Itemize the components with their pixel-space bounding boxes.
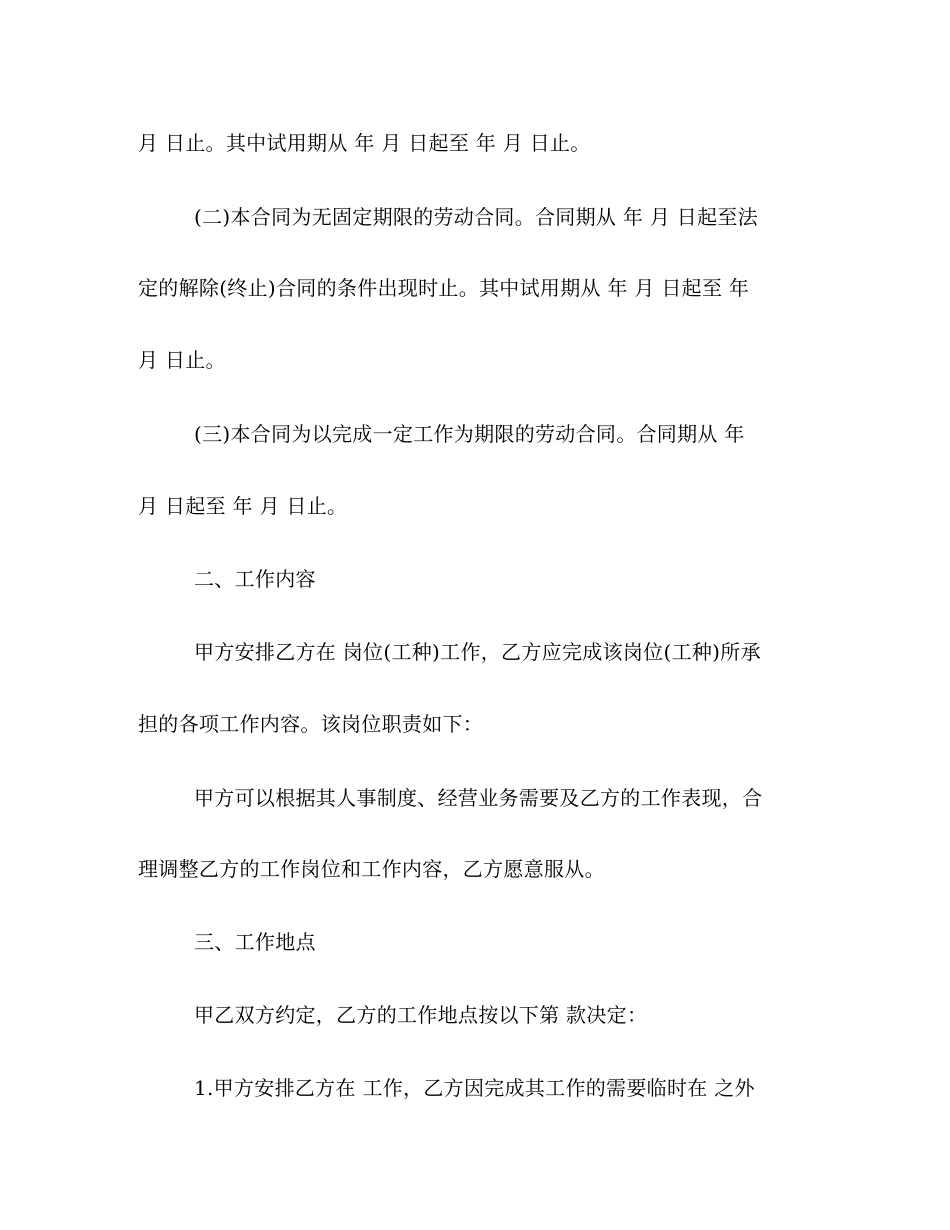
- text-line: 月 日起至 年 月 日止。: [138, 494, 348, 518]
- paragraph-line: 甲方安排乙方在 岗位(工种)工作，乙方应完成该岗位(工种)所承: [194, 640, 761, 664]
- text-line: 月 日止。: [138, 348, 226, 372]
- paragraph-line: 甲乙双方约定，乙方的工作地点按以下第 款决定：: [194, 1003, 648, 1027]
- text-line: 定的解除(终止)合同的条件出现时止。其中试用期从 年 月 日起至 年: [138, 276, 750, 300]
- paragraph-line: (三)本合同为以完成一定工作为期限的劳动合同。合同期从 年: [194, 422, 745, 446]
- paragraph-line: 甲方可以根据其人事制度、经营业务需要及乙方的工作表现，合: [194, 786, 763, 810]
- list-item-line: 1.甲方安排乙方在 工作，乙方因完成其工作的需要临时在 之外: [194, 1076, 755, 1100]
- paragraph-line: (二)本合同为无固定期限的劳动合同。合同期从 年 月 日起至法: [194, 205, 758, 229]
- section-heading: 三、工作地点: [194, 930, 316, 954]
- text-line: 担的各项工作内容。该岗位职责如下：: [138, 712, 484, 736]
- text-line: 理调整乙方的工作岗位和工作内容，乙方愿意服从。: [138, 857, 605, 881]
- text-line: 月 日止。其中试用期从 年 月 日起至 年 月 日止。: [138, 131, 591, 155]
- section-heading: 二、工作内容: [194, 567, 316, 591]
